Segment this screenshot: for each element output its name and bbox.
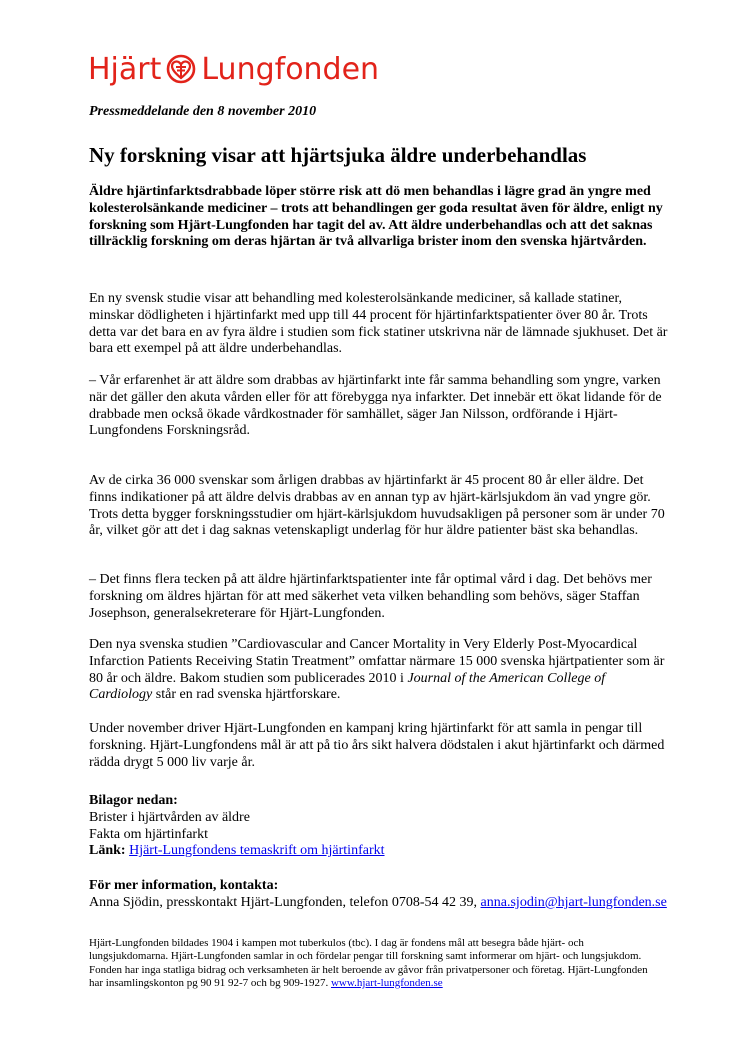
contact-heading: För mer information, kontakta: [89, 878, 279, 893]
logo-right-word: Lungfonden [201, 51, 380, 87]
attachments-heading: Bilagor nedan: [89, 793, 178, 808]
body-paragraph-3: Av de cirka 36 000 svenskar som årligen drabbas av hjärtinfarkt är 45 procent 80 år eller äldre. Det finns indikationer på att äldre delvis drabbas av en annan typ av hjärt-kärlsjukdom än vad yngre gör. Trots detta bygger forskningsstudier om hjärt-kärlsjukdom huvudsakligen på personer som är under 70 år, vilket gör att det i dag saknas vetenskapligt underlag för hur äldre patienter bäst ska behandlas. [89, 473, 665, 539]
lead-paragraph: Äldre hjärtinfarktsdrabbade löper större risk att dö men behandlas i lägre grad än yngre med kolesterolsänkande mediciner – trots att behandlingen ger goda resultat även för äldre, enligt ny forskning som Hjärt-Lungfonden har tagit del av. Att äldre underbehandlas och att det saknas tillräcklig forskning om deras hjärtan är två allvarliga brister inom den svenska hjärtvården. [89, 184, 663, 250]
temaskrift-link[interactable]: Hjärt-Lungfondens temaskrift om hjärtinfarkt [129, 843, 385, 859]
website-link[interactable]: www.hjart-lungfonden.se [330, 976, 443, 989]
footer-text [89, 937, 661, 990]
logo-left-word: Hjärt [88, 51, 162, 87]
link-label: Länk: [89, 843, 126, 859]
attachment-item-2: Fakta om hjärtinfarkt [89, 826, 208, 842]
logo [88, 51, 379, 87]
body-paragraph-4: – Det finns flera tecken på att äldre hjärtinfarktspatienter inte får optimal vård i dag. Det behövs mer forskning om äldres hjärtan för att med säkerhet veta vilken behandling som behövs, säger Staffan Josephson, generalsekreterare för Hjärt-Lungfonden. [89, 572, 652, 621]
dateline: Pressmeddelande den 8 november 2010 [89, 104, 317, 119]
contact-section [89, 878, 669, 912]
body-paragraph-1: En ny svensk studie visar att behandling med kolesterolsänkande mediciner, så kallade statiner, minskar dödligheten i hjärtinfarkt med upp till 44 procent för hjärtinfarktspatienter över 80 år. Trots detta var det bara en av fyra äldre i studien som fick statiner utskrivna när de lämnade sjukhuset. Det är bara ett exempel på att äldre underbehandlas. [89, 291, 668, 357]
headline: Ny forskning visar att hjärtsjuka äldre underbehandlas [89, 143, 587, 167]
attachment-item-1: Brister i hjärtvården av äldre [89, 809, 250, 825]
attachments-section [89, 793, 669, 860]
body-paragraph-2: – Vår erfarenhet är att äldre som drabbas av hjärtinfarkt inte får samma behandling som yngre, varken när det gäller den akuta vården eller för att förebygga nya infarkter. Det innebär ett ökat lidande för de drabbade men också ökade vårdkostnader för samhället, säger Jan Nilsson, ordförande i Hjärt-Lungfondens Forskningsråd. [89, 373, 662, 439]
heart-icon [166, 54, 196, 84]
paragraph-5-text-start: Den nya svenska studien ”Cardiovascular and Cancer Mortality in Very Elderly Post-Myocardical Infarction Patients Receiving Statin Treatment” omfattar närmare 15 000 svenska hjärtpatienter som är 80 år och äldre. Bakom studien som publicerades 2010 i [89, 637, 665, 686]
journal-title: Journal of the American College of Cardiology [89, 670, 606, 703]
paragraph-5-text-end: står en rad svenska hjärtforskare. [152, 687, 341, 703]
footer-body: Hjärt-Lungfonden bildades 1904 i kampen mot tuberkulos (tbc). I dag är fondens mål att besegra både hjärt- och lungsjukdomarna. Hjärt-Lungfonden samlar in och fördelar pengar till forskning samt informerar om hjärt- och lungsjukdom. Fonden har inga statliga bidrag och verksamheten är helt beroende av gåvor från privatpersoner och företag. Hjärt-Lungfonden har insamlingskonton pg 90 91 92-7 och bg 909-1927. [89, 937, 648, 989]
body-paragraph-6: Under november driver Hjärt-Lungfonden en kampanj kring hjärtinfarkt för att samla in pengar till forskning. Hjärt-Lungfondens mål är att på tio års sikt halvera dödstalen i akut hjärtinfarkt och därmed rädda drygt 5 000 liv varje år. [89, 721, 665, 770]
contact-email-link[interactable]: anna.sjodin@hjart-lungfonden.se [480, 894, 667, 910]
contact-text: Anna Sjödin, presskontakt Hjärt-Lungfonden, telefon 0708-54 42 39, [89, 894, 481, 910]
body-paragraph-5 [89, 637, 669, 704]
